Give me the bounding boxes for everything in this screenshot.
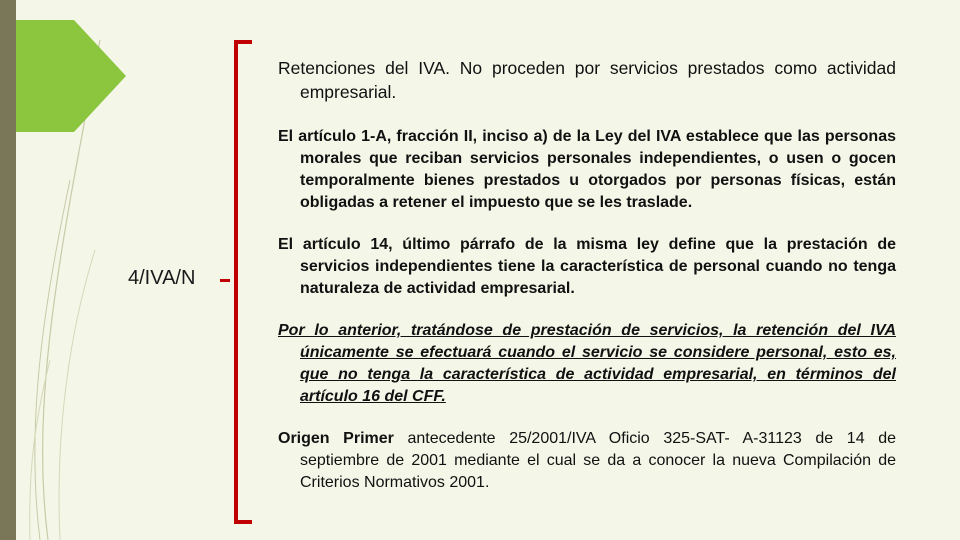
green-arrow-shape xyxy=(16,20,126,132)
slide-title: Retenciones del IVA. No proceden por servicios prestados como actividad empresarial. xyxy=(278,58,896,102)
paragraph-article-1a: El artículo 1-A, fracción II, inciso a) de la Ley del IVA establece que las personas morales que reciban servicios personales independientes, o usen o gocen temporalmente bienes prestados u otorgados por personas físicas, están obligadas a retener el impuesto que se les traslade. xyxy=(278,128,896,211)
criterion-code: 4/IVA/N xyxy=(128,267,196,289)
paragraph-article-14: El artículo 14, último párrafo de la misma ley define que la prestación de servicios independientes tiene la característica de personal cuando no tenga naturaleza de actividad empresarial. xyxy=(278,236,896,297)
origin-text: antecedente 25/2001/IVA Oficio 325-SAT- A-31123 de 14 de septiembre de 2001 mediante el cual se da a conocer la nueva Compilación de Criterios Normativos 2001. xyxy=(300,430,896,491)
content-area xyxy=(278,56,896,494)
left-bracket xyxy=(234,40,252,524)
paragraph-origin xyxy=(278,428,896,494)
paragraph-conclusion: Por lo anterior, tratándose de prestación de servicios, la retención del IVA únicamente se efectuará cuando el servicio se considere personal, esto es, que no tenga la característica de actividad empresarial, en términos del artículo 16 del CFF. xyxy=(278,322,896,405)
origin-label: Origen Primer xyxy=(278,430,394,447)
connector-dash xyxy=(220,279,230,282)
